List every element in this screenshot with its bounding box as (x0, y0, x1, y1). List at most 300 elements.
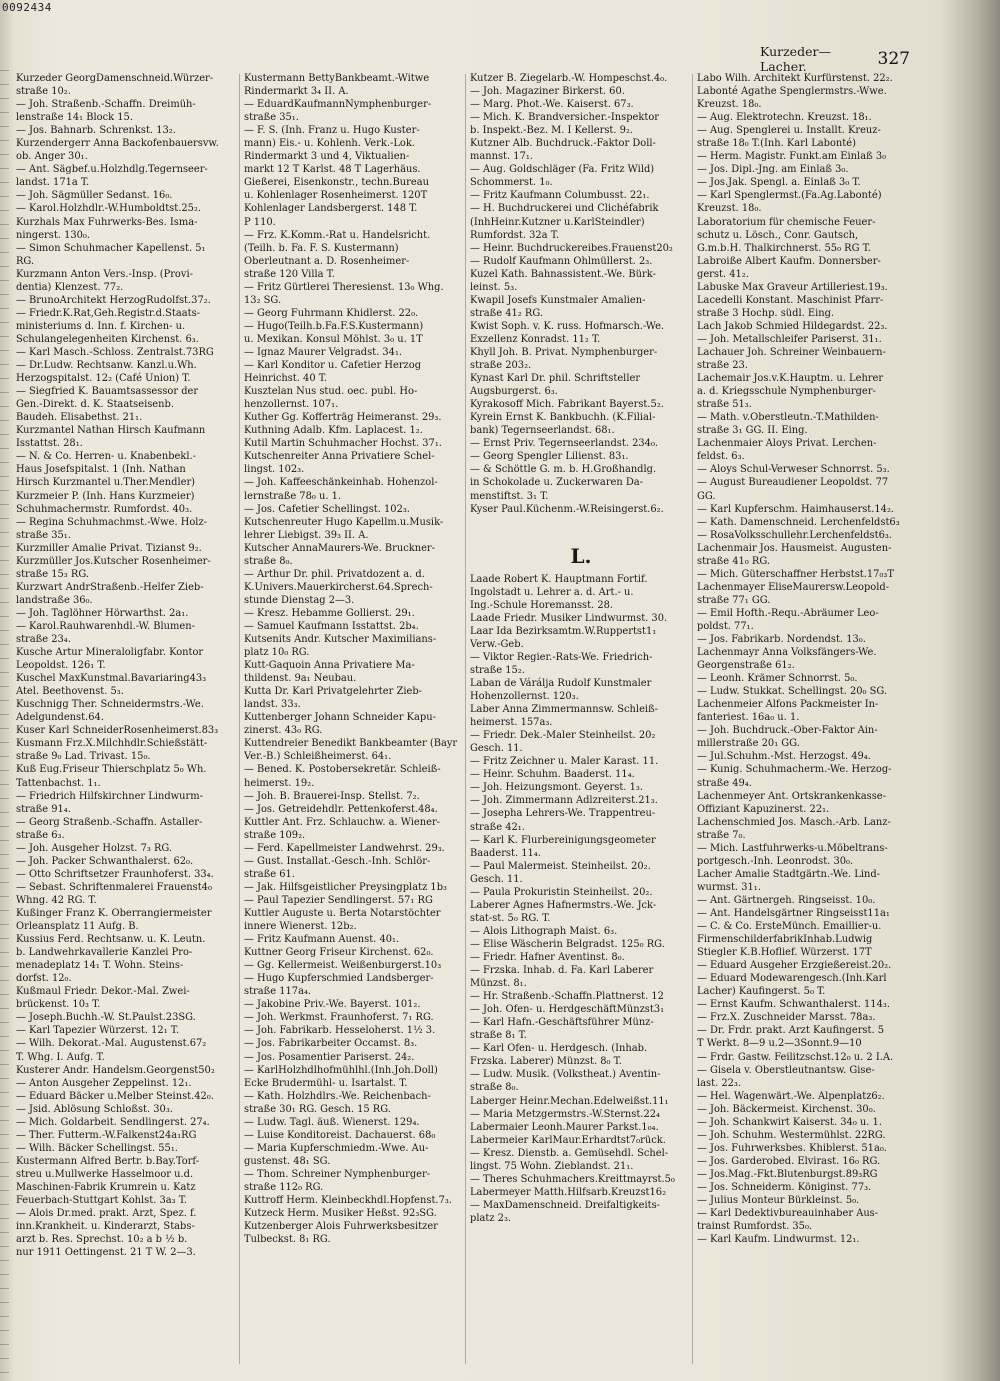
directory-line: Tattenbachst. 1₁. (16, 777, 101, 789)
edge-mark (0, 1288, 9, 1297)
edge-mark (0, 1218, 9, 1227)
directory-line: mann) Eis.- u. Kohlenh. Verk.-Lok. (244, 138, 415, 150)
edge-mark (0, 1274, 9, 1283)
column-2 (244, 72, 466, 1372)
directory-line: — Aug. Elektrotechn. Kreuzst. 18₁. (697, 112, 872, 124)
directory-line: straße 109₂. (244, 829, 306, 841)
directory-line: Lachenmeier Alfons Packmeister In- (697, 699, 879, 711)
directory-line: straße 203₂. (470, 360, 532, 372)
directory-line: Feuerbach-Stuttgart Kohlst. 3a₃ T. (16, 1195, 188, 1207)
directory-line: — Joh. Heizungsmont. Geyerst. 1₃. (470, 782, 643, 794)
directory-line: — Samuel Kaufmann Isstattst. 2b₄. (244, 620, 419, 632)
directory-line: Kyrakosoff Mich. Fabrikant Bayerst.5₂. (470, 399, 664, 411)
directory-line: Kohlenlager Landsbergerst. 148 T. (244, 203, 418, 215)
directory-line: Kuttler Auguste u. Berta Notarstöchter (244, 908, 441, 919)
edge-mark (0, 252, 9, 261)
edge-mark (0, 1302, 9, 1311)
directory-line: — Elise Wäscherin Belgradst. 125₀ RG. (470, 938, 665, 950)
directory-line: Gesch. 11. (470, 743, 523, 755)
directory-line: — Ludw. Stukkat. Schellingst. 20₀ SG. (697, 686, 888, 698)
directory-line: — Joh. B. Brauerei-Insp. Stellst. 7₂. (244, 790, 420, 802)
directory-line: Kuther Gg. Kofferträg Heimeranst. 29₃. (244, 412, 442, 424)
directory-line: G.m.b.H. Thalkirchnerst. 55₀ RG T. (697, 242, 871, 254)
directory-line: dentia) Klenzest. 77₂. (16, 281, 124, 293)
edge-mark (0, 896, 9, 905)
directory-line: — Regina Schuhmachmst.-Wwe. Holz- (16, 516, 207, 528)
directory-line: — Fritz Kaufmann Auenst. 40₁. (244, 934, 400, 946)
directory-line: Heinrichst. 40 T. (244, 373, 328, 385)
directory-line: — Heinr. Schuhm. Baaderst. 11₄. (470, 769, 635, 781)
directory-line: — Joh. Straßenb.-Schaffn. Dreimüh- (16, 99, 196, 111)
edge-mark (0, 1022, 9, 1031)
edge-mark (0, 952, 9, 961)
directory-line: — Eduard Bäcker u.Melber Steinst.42₀. (16, 1090, 214, 1102)
directory-line: — Rudolf Kaufmann Ohlmüllerst. 2₃. (470, 255, 653, 267)
directory-line: Kuttroff Herm. Kleinbeckhdl.Hopfenst.7₃. (244, 1195, 452, 1207)
directory-line: — Joh. Taglöhner Hörwarthst. 2a₁. (16, 607, 189, 619)
directory-line: straße 41₀ RG. (697, 555, 770, 567)
edge-mark (0, 350, 9, 359)
edge-mark (0, 490, 9, 499)
directory-line: — Mich. Lastfuhrwerks-u.Möbeltrans- (697, 842, 888, 854)
directory-line: Kutzeck Herm. Musiker Heßst. 92₃SG. (244, 1208, 437, 1220)
directory-line: — Bened. K. Postobersekretär. Schleiß- (244, 764, 441, 776)
directory-line: menstiftst. 3₁ T. (470, 490, 549, 502)
directory-line: (Teilh. b. Fa. F. S. Kustermann) (244, 242, 399, 254)
directory-line: Khyll Joh. B. Privat. Nymphenburger- (470, 346, 658, 358)
directory-line: straße 10₂. (16, 86, 71, 98)
directory-line: Kreuzst. 18₀. (697, 99, 762, 111)
edge-mark (0, 546, 9, 555)
directory-line: landst. 33₃. (244, 699, 301, 711)
edge-mark (0, 224, 9, 233)
directory-line: Kurzmiller Amalie Privat. Tizianst 9₂. (16, 542, 202, 554)
directory-line: Kutscher AnnaMaurers-We. Bruckner- (244, 542, 435, 554)
directory-line: straße 15₃ RG. (16, 568, 89, 580)
directory-line: — Friedrich Hilfskirchner Lindwurm- (16, 790, 203, 802)
directory-line: Lach Jakob Schmied Hildegardst. 22₃. (697, 320, 888, 332)
directory-line: — Joh. Ausgeher Holzst. 7₃ RG. (16, 842, 173, 854)
directory-line: — Joh. Schankwirt Kaiserst. 34₀ u. 1. (697, 1116, 882, 1128)
directory-line: — Frz. K.Komm.-Rat u. Handelsricht. (244, 229, 431, 241)
directory-line: straße 30₁ RG. Gesch. 15 RG. (244, 1103, 391, 1115)
directory-line: menadeplatz 14₁ T. Wohn. Steins- (16, 960, 184, 972)
directory-line: — Theres Schuhmachers.Kreittmayrst.5₀ (470, 1173, 675, 1185)
edge-mark (0, 434, 9, 443)
directory-line: Schuhmachermstr. Rumfordst. 40₃. (16, 503, 193, 515)
directory-line: — Jos. Getreidehdlr. Pettenkoferst.48₄. (244, 803, 438, 815)
directory-line: gustenst. 48₁ SG. (244, 1155, 331, 1167)
directory-line: Rindermarkt 3 und 4, Viktualien- (244, 151, 410, 163)
edge-mark (0, 266, 9, 275)
edge-mark (0, 154, 9, 163)
directory-line: — Jos. Posamentier Pariserst. 24₂. (244, 1051, 415, 1063)
directory-line: in Schokolade u. Zuckerwaren Da- (470, 477, 644, 489)
directory-line: — Karl Spenglermst.(Fa.Ag.Labonté) (697, 190, 882, 202)
directory-line: — Karl Masch.-Schloss. Zentralst.73RG (16, 346, 214, 358)
edge-mark (0, 560, 9, 569)
edge-mark (0, 924, 9, 933)
directory-line: — Mich. Goldarbeit. Sendlingerst. 27₄. (16, 1116, 210, 1128)
directory-line: Kutzenberger Alois Fuhrwerksbesitzer (244, 1221, 438, 1233)
edge-mark (0, 616, 9, 625)
directory-line: — Karl Konditor u. Cafetier Herzog (244, 360, 422, 372)
directory-line: — Dr.Ludw. Rechtsanw. Kanzl.u.Wh. (16, 360, 197, 372)
directory-line: lernstraße 78₀ u. 1. (244, 490, 342, 502)
directory-line: ningerst. 130₀. (16, 229, 91, 241)
directory-line: Laberer Agnes Hafnermstrs.-We. Jck- (470, 899, 657, 911)
directory-line: Labermeier KarlMaur.Erhardtst7₀rück. (470, 1134, 666, 1146)
edge-mark (0, 854, 9, 863)
edge-mark (0, 1064, 9, 1073)
directory-line: — EduardKaufmannNymphenburger- (244, 99, 432, 111)
directory-line: straße 61. (244, 868, 295, 880)
edge-mark (0, 1358, 9, 1367)
edge-mark (0, 392, 9, 401)
directory-line: Lachenmayr Anna Volksfängers-We. (697, 647, 877, 659)
directory-line: — Karl Ofen- u. Herdgesch. (Inhab. (470, 1043, 648, 1055)
directory-line: — Gust. Installat.-Gesch.-Inh. Schlör- (244, 855, 431, 867)
edge-mark (0, 1078, 9, 1087)
directory-line: Kurzmantel Nathan Hirsch Kaufmann (16, 425, 206, 437)
directory-line: P 110. (244, 216, 276, 228)
directory-line: — Herm. Magistr. Funkt.am Einlaß 3₀ (697, 151, 887, 163)
directory-line: — N. & Co. Herren- u. Knabenbekl.- (16, 451, 196, 463)
directory-line: — Georg Spengler Lilienst. 83₁. (470, 451, 629, 463)
directory-line: — Jos.Jak. Spengl. a. Einlaß 3₀ T. (697, 177, 861, 189)
edge-mark (0, 1372, 9, 1381)
directory-line: nur 1911 Oettingenst. 21 T W. 2—3. (16, 1247, 196, 1259)
directory-line: GG. (697, 490, 716, 502)
directory-line: Labonté Agathe Spenglermstrs.-Wwe. (697, 86, 887, 98)
directory-line: straße 112₀ RG. (244, 1181, 324, 1193)
directory-line: platz 10₀ RG. (244, 647, 310, 659)
edge-mark (0, 868, 9, 877)
edge-mark (0, 1246, 9, 1255)
directory-line: — Friedr.K.Rat,Geh.Registr.d.Staats- (16, 307, 200, 319)
directory-line: — Anton Ausgeher Zeppelinst. 12₁. (16, 1077, 192, 1089)
directory-line: (InhHeinr.Kutzner u.KarlSteindler) (470, 216, 645, 228)
page-number: 327 (877, 49, 910, 69)
edge-mark (0, 602, 9, 611)
directory-line: — & Schöttle G. m. b. H.Großhandlg. (470, 464, 657, 476)
directory-line: stunde Dienstag 2—3. (244, 594, 355, 606)
directory-line: Stiegler K.B.Hoflief. Würzerst. 17T (697, 947, 872, 959)
directory-line: — F. S. (Inh. Franz u. Hugo Kuster- (244, 125, 420, 137)
directory-line: — Karol.Rauhwarenhdl.-W. Blumen- (16, 620, 195, 632)
directory-line: Lachenschmied Jos. Masch.-Arb. Lanz- (697, 816, 891, 828)
directory-line: straße 77₁ GG. (697, 594, 771, 606)
directory-line: — Jakobine Priv.-We. Bayerst. 101₂. (244, 999, 421, 1011)
directory-line: Kyser Paul.Küchenm.-W.Reisingerst.6₂. (470, 503, 664, 515)
directory-line: Kustermann BettyBankbeamt.-Witwe (244, 73, 430, 84)
edge-mark (0, 784, 9, 793)
directory-line: Kutta Dr. Karl Privatgelehrter Zieb- (244, 686, 422, 698)
directory-line: — Hr. Straßenb.-Schaffn.Plattnerst. 12 (470, 991, 664, 1003)
directory-line: — Jos. Cafetier Schellingst. 102₃. (244, 503, 410, 515)
directory-line: Kustermann Alfred Bertr. b.Bay.Torf- (16, 1155, 200, 1167)
edge-mark (0, 1330, 9, 1339)
directory-line: Kuthning Adalb. Kfm. Laplacest. 1₂. (244, 425, 423, 437)
directory-line: Leopoldst. 126₁ T. (16, 660, 106, 672)
directory-line: — August Bureaudiener Leopoldst. 77 (697, 477, 889, 489)
directory-line: Exzellenz Konradst. 11₂ T. (470, 333, 601, 345)
directory-line: — Fritz Kaufmann Columbusst. 22₁. (470, 190, 650, 202)
directory-line: — Viktor Regier.-Rats-We. Friedrich- (470, 651, 653, 663)
directory-line: Kynast Karl Dr. phil. Schriftsteller (470, 373, 641, 385)
edge-mark (0, 1008, 9, 1017)
directory-line: Kutzer B. Ziegelarb.-W. Hompeschst.4₀. (470, 73, 668, 84)
edge-mark (0, 1134, 9, 1143)
directory-line: Kußinger Franz K. Oberrangiermeister (16, 908, 212, 919)
edge-mark (0, 462, 9, 471)
directory-line: heimerst. 19₂. (244, 777, 315, 789)
directory-line: Rindermarkt 3₄ II. A. (244, 86, 349, 98)
directory-line: — Karl Dedektivbureauinhaber Aus- (697, 1208, 879, 1220)
directory-line: Kutschenreiter Anna Privatiere Schel- (244, 451, 435, 463)
directory-line: — Ant. Gärtnergeh. Ringseisst. 10₀. (697, 894, 876, 906)
edge-mark (0, 1176, 9, 1185)
directory-line: straße 91₄. (16, 803, 71, 815)
directory-line: Kutt-Gaquoin Anna Privatiere Ma- (244, 660, 415, 672)
edge-mark (0, 1092, 9, 1101)
edge-mark (0, 714, 9, 723)
directory-line: u. Mexikan. Konsul Möhlst. 3₀ u. 1T (244, 333, 423, 345)
directory-line: mannst. 17₁. (470, 151, 533, 163)
edge-mark (0, 1120, 9, 1129)
directory-line: Ver.-B.) Schleißheimerst. 64₁. (244, 751, 392, 763)
directory-line: — Otto Schriftsetzer Fraunhoferst. 33₄. (16, 868, 214, 880)
directory-line: — Josepha Lehrers-We. Trappentreu- (470, 808, 656, 820)
edge-mark (0, 126, 9, 135)
directory-line: — Alois Dr.med. prakt. Arzt, Spez. f. (16, 1208, 197, 1220)
directory-line: — MaxDamenschneid. Dreifaltigkeits- (470, 1199, 661, 1211)
edge-mark (0, 322, 9, 331)
directory-line: Maschinen-Fabrik Krumrein u. Katz (16, 1181, 196, 1193)
edge-mark (0, 630, 9, 639)
edge-mark (0, 1106, 9, 1115)
directory-line: T. Whg. I. Aufg. T. (16, 1051, 105, 1063)
directory-line: arzt b. Res. Sprechst. 10₂ a b ½ b. (16, 1234, 188, 1246)
directory-line: Haus Josefspitalst. 1 (Inh. Nathan (16, 464, 186, 476)
edge-mark (0, 406, 9, 415)
edge-mark (0, 574, 9, 583)
directory-line: — Ludw. Tagl. äuß. Wienerst. 129₄. (244, 1116, 420, 1128)
directory-line: — Jos. Fabrikarb. Nordendst. 13₀. (697, 634, 866, 646)
directory-line: straße 23₄. (16, 634, 71, 646)
directory-line: Atel. Beethovenst. 5₃. (16, 686, 124, 698)
directory-line: straße 35₁. (16, 529, 71, 541)
directory-line: — BrunoArchitekt HerzogRudolfst.37₂. (16, 294, 211, 306)
directory-line: Laban de Várálja Rudolf Kunstmaler (470, 678, 652, 690)
directory-line: — Ignaz Maurer Velgradst. 34₁. (244, 346, 403, 358)
directory-line: Isstattst. 28₁. (16, 438, 83, 450)
column-rule (239, 74, 240, 1364)
directory-line: lenstraße 14₁ Block 15. (16, 112, 133, 124)
directory-line: Kuzel Kath. Bahnassistent.-We. Bürk- (470, 268, 656, 280)
directory-line: Kutschenreuter Hugo Kapellm.u.Musik- (244, 516, 444, 528)
edge-mark (0, 1232, 9, 1241)
directory-line: Kuß Eug.Friseur Thierschplatz 5₀ Wh. (16, 764, 207, 776)
directory-line: Lachenmair Jos. Hausmeist. Augusten- (697, 542, 892, 554)
edge-mark (0, 308, 9, 317)
edge-mark (0, 112, 9, 121)
directory-line: Offiziant Kapuzinerst. 22₁. (697, 803, 830, 815)
edge-mark (0, 1050, 9, 1059)
directory-line: Kutsenits Andr. Kutscher Maximilians- (244, 634, 437, 646)
directory-line: — Simon Schuhmacher Kapellenst. 5₁ (16, 242, 206, 254)
directory-line: Labermaier Leonh.Maurer Parkst.1₀₄. (470, 1121, 659, 1133)
directory-line: — Heinr. Buchdruckereibes.Frauenst20₂ (470, 242, 673, 254)
edge-mark (0, 168, 9, 177)
directory-line: straße 35₁. (244, 112, 299, 124)
directory-line: henzollernst. 107₁. (244, 399, 339, 411)
directory-line: Laade Friedr. Musiker Lindwurmst. 30. (470, 612, 668, 624)
directory-line: zinerst. 43₀ RG. (244, 725, 323, 737)
directory-line: straße 8₀. (244, 555, 293, 567)
directory-line: straße 15₂. (470, 664, 525, 676)
directory-line: trainst Rumfordst. 35₀. (697, 1221, 813, 1233)
directory-line: bank) Tegernseerlandst. 68₁. (470, 425, 615, 437)
directory-line: — Karol.Holzhdlr.-W.Humboldtst.25₂. (16, 203, 202, 215)
directory-line: — Kath. Damenschneid. Lerchenfeldst6₃ (697, 516, 900, 528)
directory-line: a. d. Kriegsschule Nymphenburger- (697, 386, 876, 398)
directory-line: Kyrein Ernst K. Bankbuchh. (K.Filial- (470, 412, 656, 424)
directory-line: straße 51₃. (697, 399, 752, 411)
column-3 (470, 72, 692, 1372)
directory-line: Adelgundenst.64. (16, 712, 104, 724)
directory-line: straße 6₃. (16, 829, 65, 841)
directory-line: Kurzeder GeorgDamenschneid.Würzer- (16, 73, 214, 84)
directory-line: brückenst. 10₃ T. (16, 999, 101, 1011)
edge-mark (0, 210, 9, 219)
directory-line: — Jos. Bahnarb. Schrenkst. 13₂. (16, 125, 176, 137)
directory-line: — Karl Kaufm. Lindwurmst. 12₁. (697, 1234, 860, 1246)
directory-line: Münzst. 8₁. (470, 978, 527, 990)
column-4 (697, 72, 919, 1372)
directory-line: — Jos. Schneiderm. Königinst. 77₃. (697, 1181, 872, 1193)
directory-line: — Frzska. Inhab. d. Fa. Karl Laberer (470, 965, 654, 977)
edge-mark (0, 1148, 9, 1157)
directory-line: Rumfordst. 32a T. (470, 229, 559, 241)
directory-line: Ecke Brudermühl- u. Isartalst. T. (244, 1077, 408, 1089)
edge-mark (0, 1036, 9, 1045)
directory-line: — Frdr. Gastw. Feilitzschst.12₀ u. 2 I.A. (697, 1051, 894, 1063)
edge-mark (0, 938, 9, 947)
edge-mark (0, 84, 9, 93)
directory-line: — Leonh. Krämer Schnorrst. 5₀. (697, 673, 858, 685)
directory-line: FirmenschilderfabrikInhab.Ludwig (697, 934, 873, 946)
directory-line: Laberger Heinr.Mechan.Edelweißst.11₁ (470, 1095, 669, 1107)
directory-line: RG. (16, 255, 35, 267)
directory-line: — Jos. Dipl.-Jng. am Einlaß 3₀. (697, 164, 849, 176)
directory-line: — Julius Monteur Bürkleinst. 5₀. (697, 1195, 860, 1207)
directory-line: — Maria Metzgermstrs.-W.Sternst.22₄ (470, 1108, 660, 1120)
directory-line: Kwapil Josefs Kunstmaler Amalien- (470, 294, 646, 306)
directory-line: portgesch.-Inh. Leonrodst. 30₀. (697, 855, 854, 867)
directory-line: — Karl Kupferschm. Haimhauserst.14₂. (697, 503, 895, 515)
edge-mark (0, 1162, 9, 1171)
edge-mark (0, 476, 9, 485)
directory-line: — Joseph.Buchh.-W. St.Paulst.23SG. (16, 1012, 196, 1024)
directory-line: inn.Krankheit. u. Kinderarzt, Stabs- (16, 1221, 195, 1233)
directory-line: — Joh. Metallschleifer Pariserst. 31₁. (697, 333, 882, 345)
directory-line: thildenst. 9a₁ Neubau. (244, 673, 357, 685)
directory-line: Kurzmann Anton Vers.-Insp. (Provi- (16, 268, 193, 280)
directory-line: — Eduard Ausgeher Erzgießereist.20₂. (697, 960, 892, 972)
directory-line: landstraße 36₀. (16, 594, 93, 606)
directory-line: — Georg Straßenb.-Schaffn. Astaller- (16, 816, 203, 828)
directory-line: — Maria Kupferschmiedm.-Wwe. Au- (244, 1142, 429, 1154)
edge-mark (0, 98, 9, 107)
directory-line: T Werkt. 8—9 u.2—3Sonnt.9—10 (697, 1038, 862, 1050)
directory-line: streu u.Mullwerke Hasselmoor u.d. (16, 1168, 194, 1180)
directory-line: Kurzhals Max Fuhrwerks-Bes. Isma- (16, 216, 198, 228)
directory-line: Laber Anna Zimmermannsw. Schleiß- (470, 704, 659, 716)
directory-line: — Friedr. Hafner Aventinst. 8₀. (470, 952, 625, 963)
directory-line: Baaderst. 11₄. (470, 847, 541, 859)
directory-line: Kutzner Alb. Buchdruck.-Faktor Doll- (470, 138, 656, 150)
directory-line: Lachenmayer ElisеMaurersw.Leopold- (697, 581, 890, 593)
directory-line: Kuttendreier Benedikt Bankbeamter (Bayr (244, 738, 458, 750)
directory-line: — Hugo(Teilh.b.Fa.F.S.Kustermann) (244, 320, 424, 332)
directory-line: Kuttner Georg Friseur Kirchenst. 62₀. (244, 947, 434, 959)
edge-mark (0, 910, 9, 919)
directory-line: — Ant. Sägbef.u.Holzhdlg.Tegernseer- (16, 164, 208, 176)
directory-line: straße 117a₄. (244, 986, 312, 998)
edge-mark (0, 518, 9, 527)
edge-mark (0, 182, 9, 191)
edge-mark (0, 1204, 9, 1213)
directory-line: — Frz.X. Zuschneider Marsst. 78a₃. (697, 1012, 876, 1024)
directory-line: — Luise Konditoreist. Dachauerst. 68₀ (244, 1129, 436, 1141)
directory-line: — Joh. Fabrikarb. Hesseloherst. 1½ 3. (244, 1025, 436, 1037)
directory-line: straße 49₄. (697, 777, 752, 789)
directory-line: straße 9₀ Lad. Trivast. 15₀. (16, 751, 151, 763)
edge-mark (0, 1316, 9, 1325)
directory-line: lehrer Liebigst. 39₃ II. A. (244, 529, 369, 541)
directory-line: markt 12 T Karlst. 48 T Lagerhäus. (244, 164, 421, 176)
directory-line: — Fritz Gürtlerei Theresienst. 13₀ Whg. (244, 281, 444, 293)
directory-line: — Karl Tapezier Würzerst. 12₁ T. (16, 1025, 180, 1037)
directory-line: — Dr. Frdr. prakt. Arzt Kaufingerst. 5 (697, 1025, 885, 1037)
directory-line: — Aloys Schul-Verweser Schnorrst. 5₃. (697, 464, 890, 476)
directory-line: Gen.-Direkt. d. K. Staatseisenb. (16, 399, 174, 411)
directory-line: straße 8₀. (470, 1082, 519, 1094)
directory-line: — Gisela v. Oberstleutnantsw. Gise- (697, 1064, 875, 1076)
directory-line: wurmst. 31₁. (697, 881, 761, 893)
edge-mark (0, 742, 9, 751)
directory-line: Frzska. Laberer) Münzst. 8₀ T. (470, 1056, 622, 1068)
directory-line: innere Wienerst. 12b₂. (244, 921, 357, 933)
directory-line: Lacher) Kaufingerst. 5₀ T. (697, 986, 826, 998)
directory-line: Lachauer Joh. Schreiner Weinbauern- (697, 346, 886, 358)
directory-line: — Jul.Schuhm.-Mst. Herzogst. 49₄. (697, 751, 871, 763)
directory-line: — Gg. Kellermeist. Weißenburgerst.10₃ (244, 960, 442, 972)
directory-line: — Joh. Magaziner Birkerst. 60. (470, 86, 625, 98)
directory-line: Herzogspitalst. 12₂ (Café Union) T. (16, 373, 191, 385)
directory-line: — Wilh. Dekorat.-Mal. Augustenst.67₂ (16, 1038, 207, 1050)
directory-line: — Jos. Fabrikarbeiter Occamst. 8₃. (244, 1038, 418, 1050)
directory-line: heimerst. 157a₃. (470, 717, 553, 729)
directory-line: — Wilh. Bäcker Schellingst. 55₁. (16, 1142, 178, 1154)
directory-line: — H. Buchdruckerei und Clichéfabrik (470, 203, 659, 215)
directory-line: straße 7₀. (697, 829, 746, 841)
directory-line: Kußmaul Friedr. Dekor.-Mal. Zwei- (16, 986, 190, 998)
directory-line: feldst. 6₃. (697, 451, 745, 463)
directory-line: — Jos.Mag.-Fkt.Blutenburgst.89₃RG (697, 1168, 878, 1180)
directory-line: — Paula Prokuristin Steinheilst. 20₂. (470, 886, 653, 898)
